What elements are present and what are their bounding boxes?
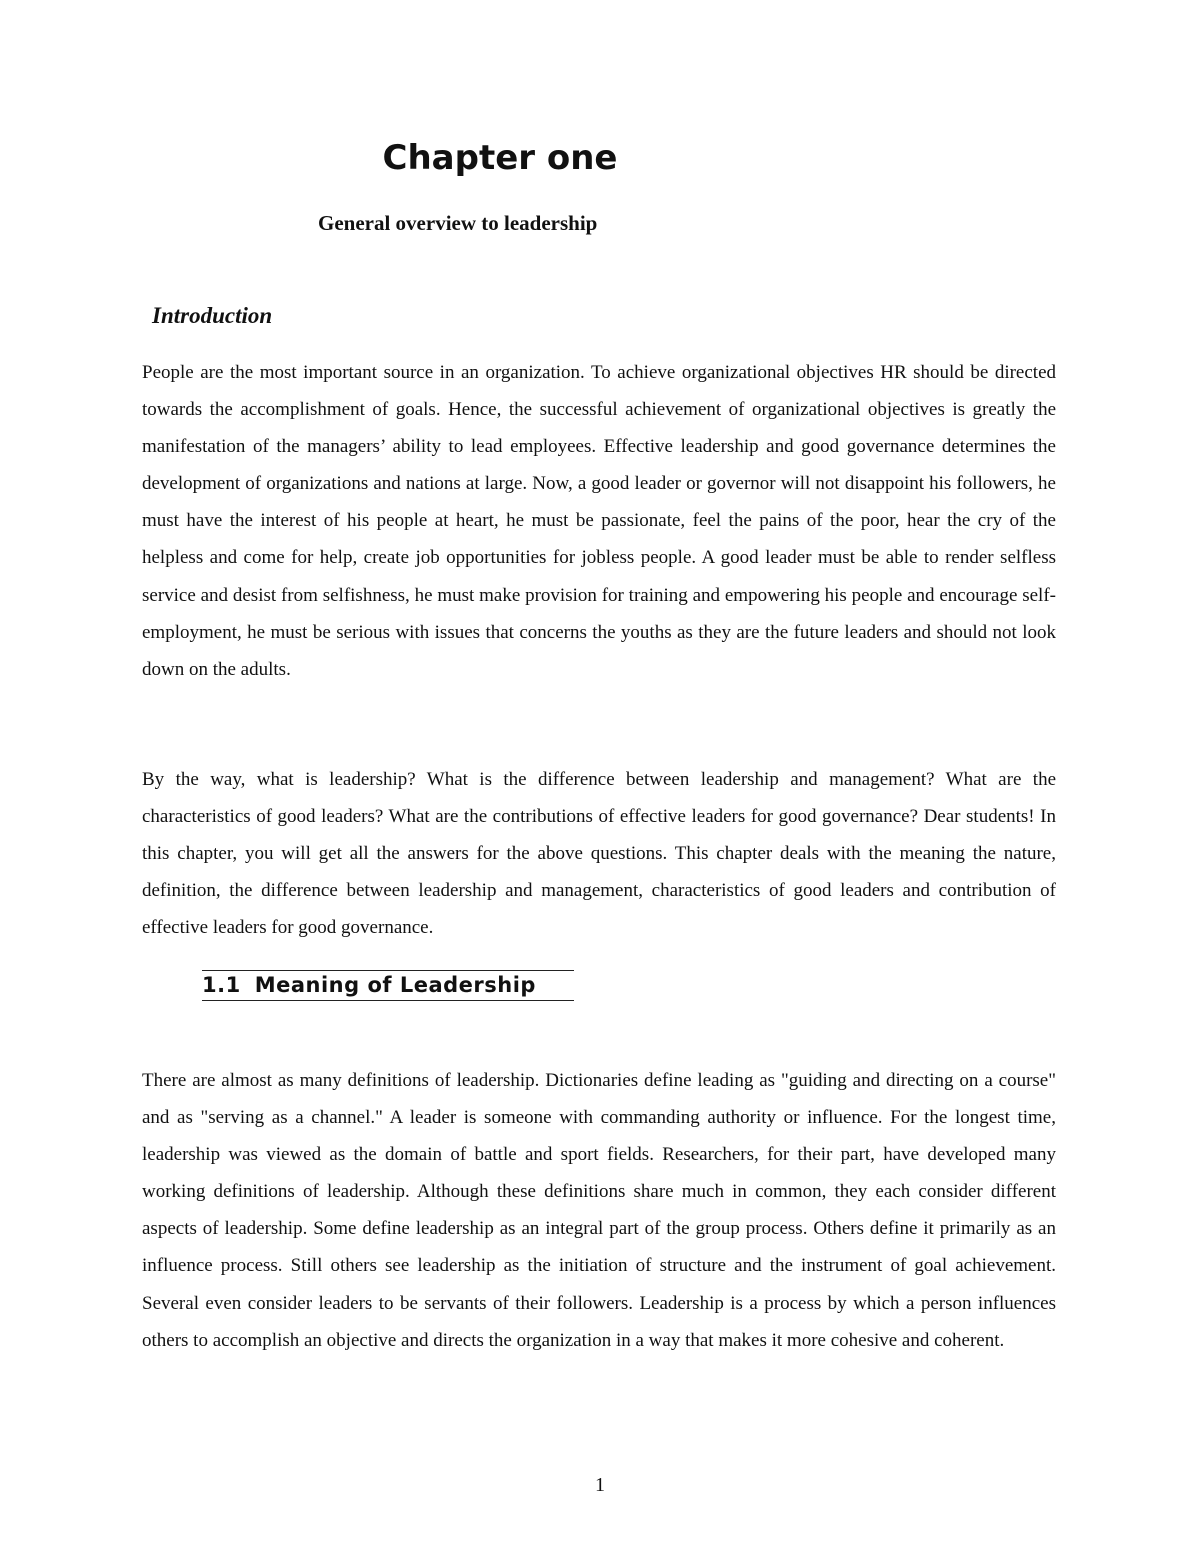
chapter-subtitle: General overview to leadership (318, 211, 598, 235)
section-title: Meaning of Leadership (254, 973, 536, 997)
section-number: 1.1 (202, 973, 241, 997)
section-heading (202, 970, 574, 1001)
page-number: 1 (595, 1474, 605, 1496)
intro-paragraph-1: People are the most important source in an organization. To achieve organizational objectives HR should be directed towards the accomplishment of goals. Hence, the successful achievement of organizational objectives is greatly the manifestation of the managers’ ability to lead employees. Effective leadership and good governance determines the development of organizations and nations at large. Now, a good leader or governor will not disappoint his followers, he must have the interest of his people at heart, he must be passionate, feel the pains of the poor, hear the cry of the helpless and come for help, create job opportunities for jobless people. A good leader must be able to render selfless service and desist from selfishness, he must make provision for training and empowering his people and encourage self-employment, he must be serious with issues that concerns the youths as they are the future leaders and should not look down on the adults. (142, 362, 1056, 680)
introduction-heading: Introduction (152, 303, 273, 328)
intro-paragraph-2: By the way, what is leadership? What is the difference between leadership and management? What are the characteristics of good leaders? What are the contributions of effective leaders for good governance? Dear students! In this chapter, you will get all the answers for the above questions. This chapter deals with the meaning the nature, definition, the difference between leadership and management, characteristics of good leaders and contribution of effective leaders for good governance. (142, 769, 1056, 939)
section-paragraph-1: There are almost as many definitions of leadership. Dictionaries define leading as "guiding and directing on a course" and as "serving as a channel." A leader is someone with commanding authority or influence. For the longest time, leadership was viewed as the domain of battle and sport fields. Researchers, for their part, have developed many working definitions of leadership. Although these definitions share much in common, they each consider different aspects of leadership. Some define leadership as an integral part of the group process. Others define it primarily as an influence process. Still others see leadership as the initiation of structure and the instrument of goal achievement. Several even consider leaders to be servants of their followers. Leadership is a process by which a person influences others to accomplish an objective and directs the organization in a way that makes it more cohesive and coherent. (142, 1070, 1056, 1351)
chapter-title: Chapter one (382, 138, 618, 178)
